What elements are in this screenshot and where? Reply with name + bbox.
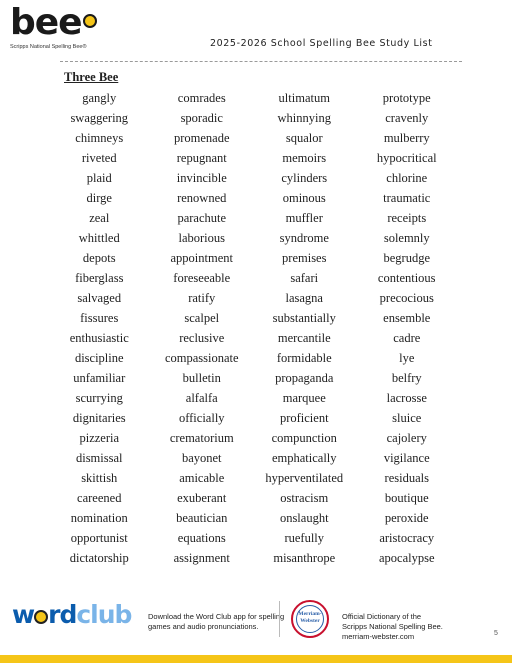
word-item: pizzeria [79,431,120,445]
word-item: salvaged [77,291,122,305]
word-item: premises [282,251,327,265]
wordclub-logo-w: w [12,600,35,629]
word-item: promenade [173,131,230,145]
word-list [48,88,458,568]
word-item: emphatically [271,451,337,465]
word-item: enthusiastic [69,331,129,345]
word-item: aristocracy [379,531,435,545]
word-column [356,88,459,568]
word-item: formidable [276,351,332,365]
word-item: receipts [387,211,427,225]
word-item: gangly [82,91,117,105]
bee-icon [34,610,48,624]
word-item: propaganda [275,371,334,385]
word-item: safari [290,271,319,285]
word-item: swaggering [70,111,129,125]
word-item: invincible [176,171,227,185]
word-item: fissures [80,311,119,325]
word-item: mulberry [383,131,430,145]
word-item: peroxide [384,511,429,525]
word-item: hypocritical [376,151,437,165]
word-item: onslaught [279,511,329,525]
word-item: vigilance [383,451,430,465]
word-item: cadre [393,331,421,345]
seal-text-line: Webster [300,617,320,624]
word-item: discipline [74,351,124,365]
word-item: crematorium [169,431,234,445]
word-item: sluice [392,411,422,425]
logo-wordmark: bee [10,2,82,43]
word-item: skittish [81,471,118,485]
word-item: whittled [78,231,120,245]
word-item: compunction [271,431,337,445]
word-item: chlorine [386,171,428,185]
word-item: plaid [86,171,112,185]
word-item: prototype [382,91,431,105]
word-item: syndrome [279,231,329,245]
wordclub-logo-rd: rd [48,600,77,629]
word-item: ensemble [383,311,431,325]
word-item: dismissal [75,451,123,465]
wordclub-promo-text: Download the Word Club app for spelling games and audio pronunciations. [148,612,285,631]
word-item: cylinders [281,171,328,185]
word-item: bulletin [182,371,221,385]
word-item: dignitaries [72,411,126,425]
word-item: appointment [170,251,233,265]
word-item: assignment [173,551,230,565]
word-item: laborious [178,231,226,245]
word-item: ostracism [280,491,329,505]
word-item: mercantile [277,331,331,345]
word-item: alfalfa [185,391,218,405]
word-item: whinnying [277,111,331,125]
word-item: ruefully [284,531,325,545]
word-item: reclusive [179,331,225,345]
word-item: officially [178,411,225,425]
word-item: begrudge [383,251,430,265]
word-column [48,88,151,568]
word-item: scurrying [75,391,123,405]
word-item: exuberant [177,491,227,505]
word-item: zeal [89,211,110,225]
word-item: ratify [188,291,216,305]
word-item: muffler [285,211,323,225]
wordclub-logo-club: club [76,600,132,629]
word-item: hyperventilated [265,471,344,485]
header-divider [60,61,462,62]
word-item: amicable [179,471,225,485]
seal-text-line: Merriam- [298,611,322,617]
word-item: careened [77,491,122,505]
footer-accent-bar [0,655,512,663]
footer [0,596,512,663]
word-item: residuals [384,471,429,485]
footer-divider [279,601,280,637]
bee-icon [83,14,97,28]
word-column [253,88,356,568]
mw-text-line: Scripps National Spelling Bee. [342,622,443,631]
word-item: boutique [384,491,429,505]
word-item: belfry [391,371,422,385]
word-item: equations [177,531,226,545]
word-item: comrades [177,91,226,105]
page-number: 5 [494,630,498,637]
word-item: parachute [177,211,227,225]
word-item: traumatic [383,191,431,205]
word-column [151,88,254,568]
word-item: proficient [279,411,329,425]
word-item: nomination [70,511,128,525]
word-item: precocious [379,291,434,305]
word-item: beautician [176,511,228,525]
mw-text-line: Official Dictionary of the [342,612,422,621]
word-item: unfamiliar [73,371,126,385]
word-item: apocalypse [378,551,435,565]
word-item: dictatorship [69,551,129,565]
word-item: marquee [282,391,326,405]
wordclub-logo[interactable] [12,600,131,629]
word-item: ultimatum [278,91,330,105]
word-item: ominous [282,191,326,205]
word-item: repugnant [176,151,227,165]
word-item: dirge [86,191,112,205]
word-item: depots [82,251,116,265]
word-item: solemnly [383,231,430,245]
word-item: misanthrope [273,551,336,565]
word-item: cajolery [386,431,427,445]
word-item: renowned [177,191,227,205]
word-item: substantially [272,311,336,325]
seal-text [293,611,327,624]
word-item: fiberglass [75,271,124,285]
merriam-webster-text [342,612,502,642]
word-item: opportunist [70,531,128,545]
word-item: bayonet [181,451,222,465]
word-item: lye [399,351,415,365]
word-item: compassionate [164,351,239,365]
word-item: sporadic [180,111,223,125]
spelling-bee-logo [10,2,106,52]
word-item: memoirs [282,151,327,165]
word-item: contentious [377,271,436,285]
page-title: 2025-2026 School Spelling Bee Study List [210,38,433,49]
word-item: scalpel [184,311,220,325]
word-item: cravenly [385,111,429,125]
section-title: Three Bee [64,70,119,84]
word-item: squalor [285,131,323,145]
merriam-webster-seal-icon[interactable] [291,600,329,638]
word-item: chimneys [75,131,124,145]
logo-subtitle: Scripps National Spelling Bee® [10,44,87,50]
mw-website-link[interactable]: merriam-webster.com [342,632,415,641]
word-item: lacrosse [386,391,427,405]
word-item: foreseeable [173,271,231,285]
word-item: riveted [81,151,117,165]
word-item: lasagna [285,291,323,305]
